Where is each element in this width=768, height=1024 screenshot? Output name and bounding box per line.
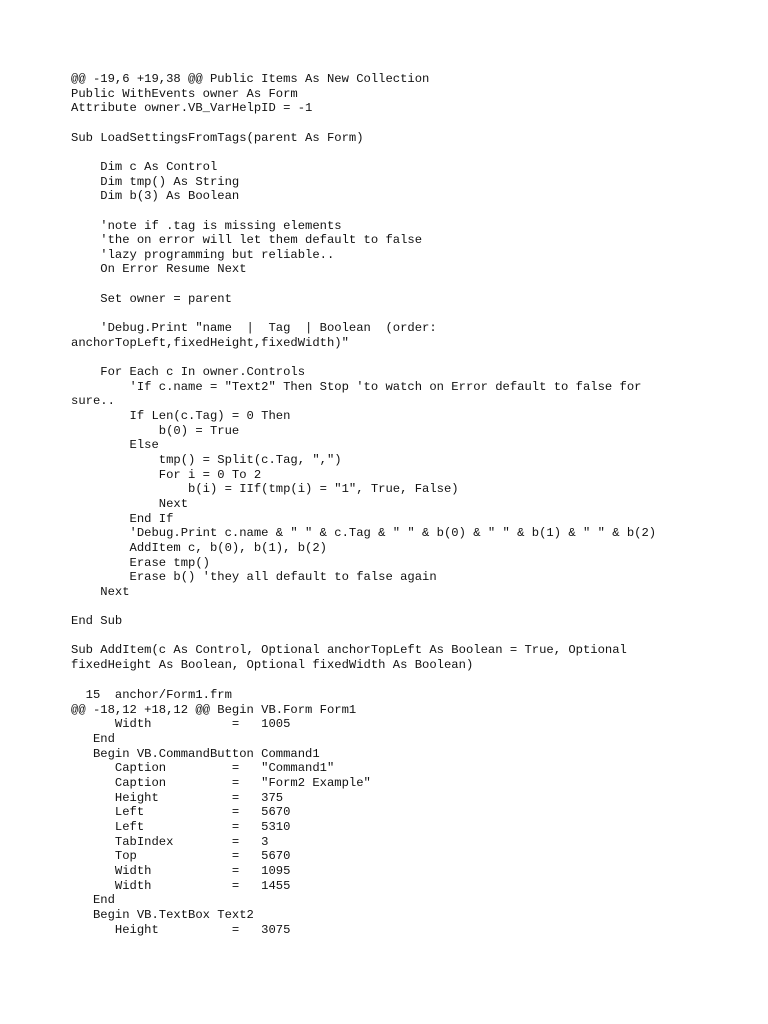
code-line: fixedHeight As Boolean, Optional fixedWidth As Boolean) xyxy=(71,658,474,673)
code-line: Attribute owner.VB_VarHelpID = -1 xyxy=(71,101,313,116)
diff-line: Caption = "Form2 Example" xyxy=(71,775,371,790)
code-line: 'Debug.Print "name | Tag | Boolean (order: xyxy=(71,321,437,336)
diff-line: Begin VB.TextBox Text2 xyxy=(71,907,254,922)
code-line: End Sub xyxy=(71,614,123,629)
diff-line: End xyxy=(71,893,115,908)
diff-line: Width = 1455 xyxy=(71,878,291,893)
code-line: Erase b() 'they all default to false again xyxy=(71,570,437,585)
code-line: Dim b(3) As Boolean xyxy=(71,189,240,204)
code-line xyxy=(71,350,748,365)
code-line: AddItem c, b(0), b(1), b(2) xyxy=(71,540,327,555)
diff-line: Height = 3075 xyxy=(71,922,291,937)
code-line: tmp() = Split(c.Tag, ",") xyxy=(71,452,342,467)
code-line: On Error Resume Next xyxy=(71,262,247,277)
code-line: Sub AddItem(c As Control, Optional anchorTopLeft As Boolean = True, Optional xyxy=(71,643,627,658)
diff-listing xyxy=(71,688,748,937)
diff-line: Left = 5310 xyxy=(71,819,291,834)
code-line xyxy=(71,204,748,219)
diff-line: Left = 5670 xyxy=(71,805,291,820)
code-line: 'note if .tag is missing elements xyxy=(71,218,342,233)
diff-line: Top = 5670 xyxy=(71,849,291,864)
code-line xyxy=(71,600,748,615)
code-line: b(0) = True xyxy=(71,423,240,438)
code-line: Dim tmp() As String xyxy=(71,174,240,189)
code-line: @@ -19,6 +19,38 @@ Public Items As New Collection xyxy=(71,72,430,86)
code-line xyxy=(71,277,748,292)
code-line: Next xyxy=(71,496,189,511)
code-line: sure.. xyxy=(71,394,115,409)
code-listing xyxy=(71,72,748,673)
diff-line: TabIndex = 3 xyxy=(71,834,269,849)
code-line: 'lazy programming but reliable.. xyxy=(71,247,335,262)
code-line: Erase tmp() xyxy=(71,555,210,570)
code-line: Public WithEvents owner As Form xyxy=(71,86,298,101)
diff-line: 15 anchor/Form1.frm xyxy=(71,688,232,702)
code-line: anchorTopLeft,fixedHeight,fixedWidth)" xyxy=(71,335,349,350)
diff-line: @@ -18,12 +18,12 @@ Begin VB.Form Form1 xyxy=(71,702,357,717)
code-line: If Len(c.Tag) = 0 Then xyxy=(71,409,291,423)
code-line: For i = 0 To 2 xyxy=(71,467,262,482)
code-line: 'the on error will let them default to false xyxy=(71,233,423,248)
code-line: Set owner = parent xyxy=(71,291,232,306)
code-line xyxy=(71,116,748,131)
code-line xyxy=(71,306,748,321)
code-line xyxy=(71,629,748,644)
diff-line: Caption = "Command1" xyxy=(71,761,335,776)
code-line: Next xyxy=(71,584,130,599)
code-line: For Each c In owner.Controls xyxy=(71,365,306,380)
code-line: Dim c As Control xyxy=(71,159,218,174)
diff-line: Begin VB.CommandButton Command1 xyxy=(71,746,320,761)
diff-line: Height = 375 xyxy=(71,790,284,805)
diff-line: Width = 1005 xyxy=(71,717,291,732)
code-line: b(i) = IIf(tmp(i) = "1", True, False) xyxy=(71,482,459,497)
diff-line: End xyxy=(71,731,115,746)
code-line: End If xyxy=(71,511,174,526)
code-line xyxy=(71,145,748,160)
code-line: Sub LoadSettingsFromTags(parent As Form) xyxy=(71,130,364,145)
diff-line: Width = 1095 xyxy=(71,863,291,878)
code-line: 'If c.name = "Text2" Then Stop 'to watch on Error default to false for xyxy=(71,379,642,394)
code-line: Else xyxy=(71,438,159,453)
code-line: 'Debug.Print c.name & " " & c.Tag & " " & b(0) & " " & b(1) & " " & b(2) xyxy=(71,526,657,541)
